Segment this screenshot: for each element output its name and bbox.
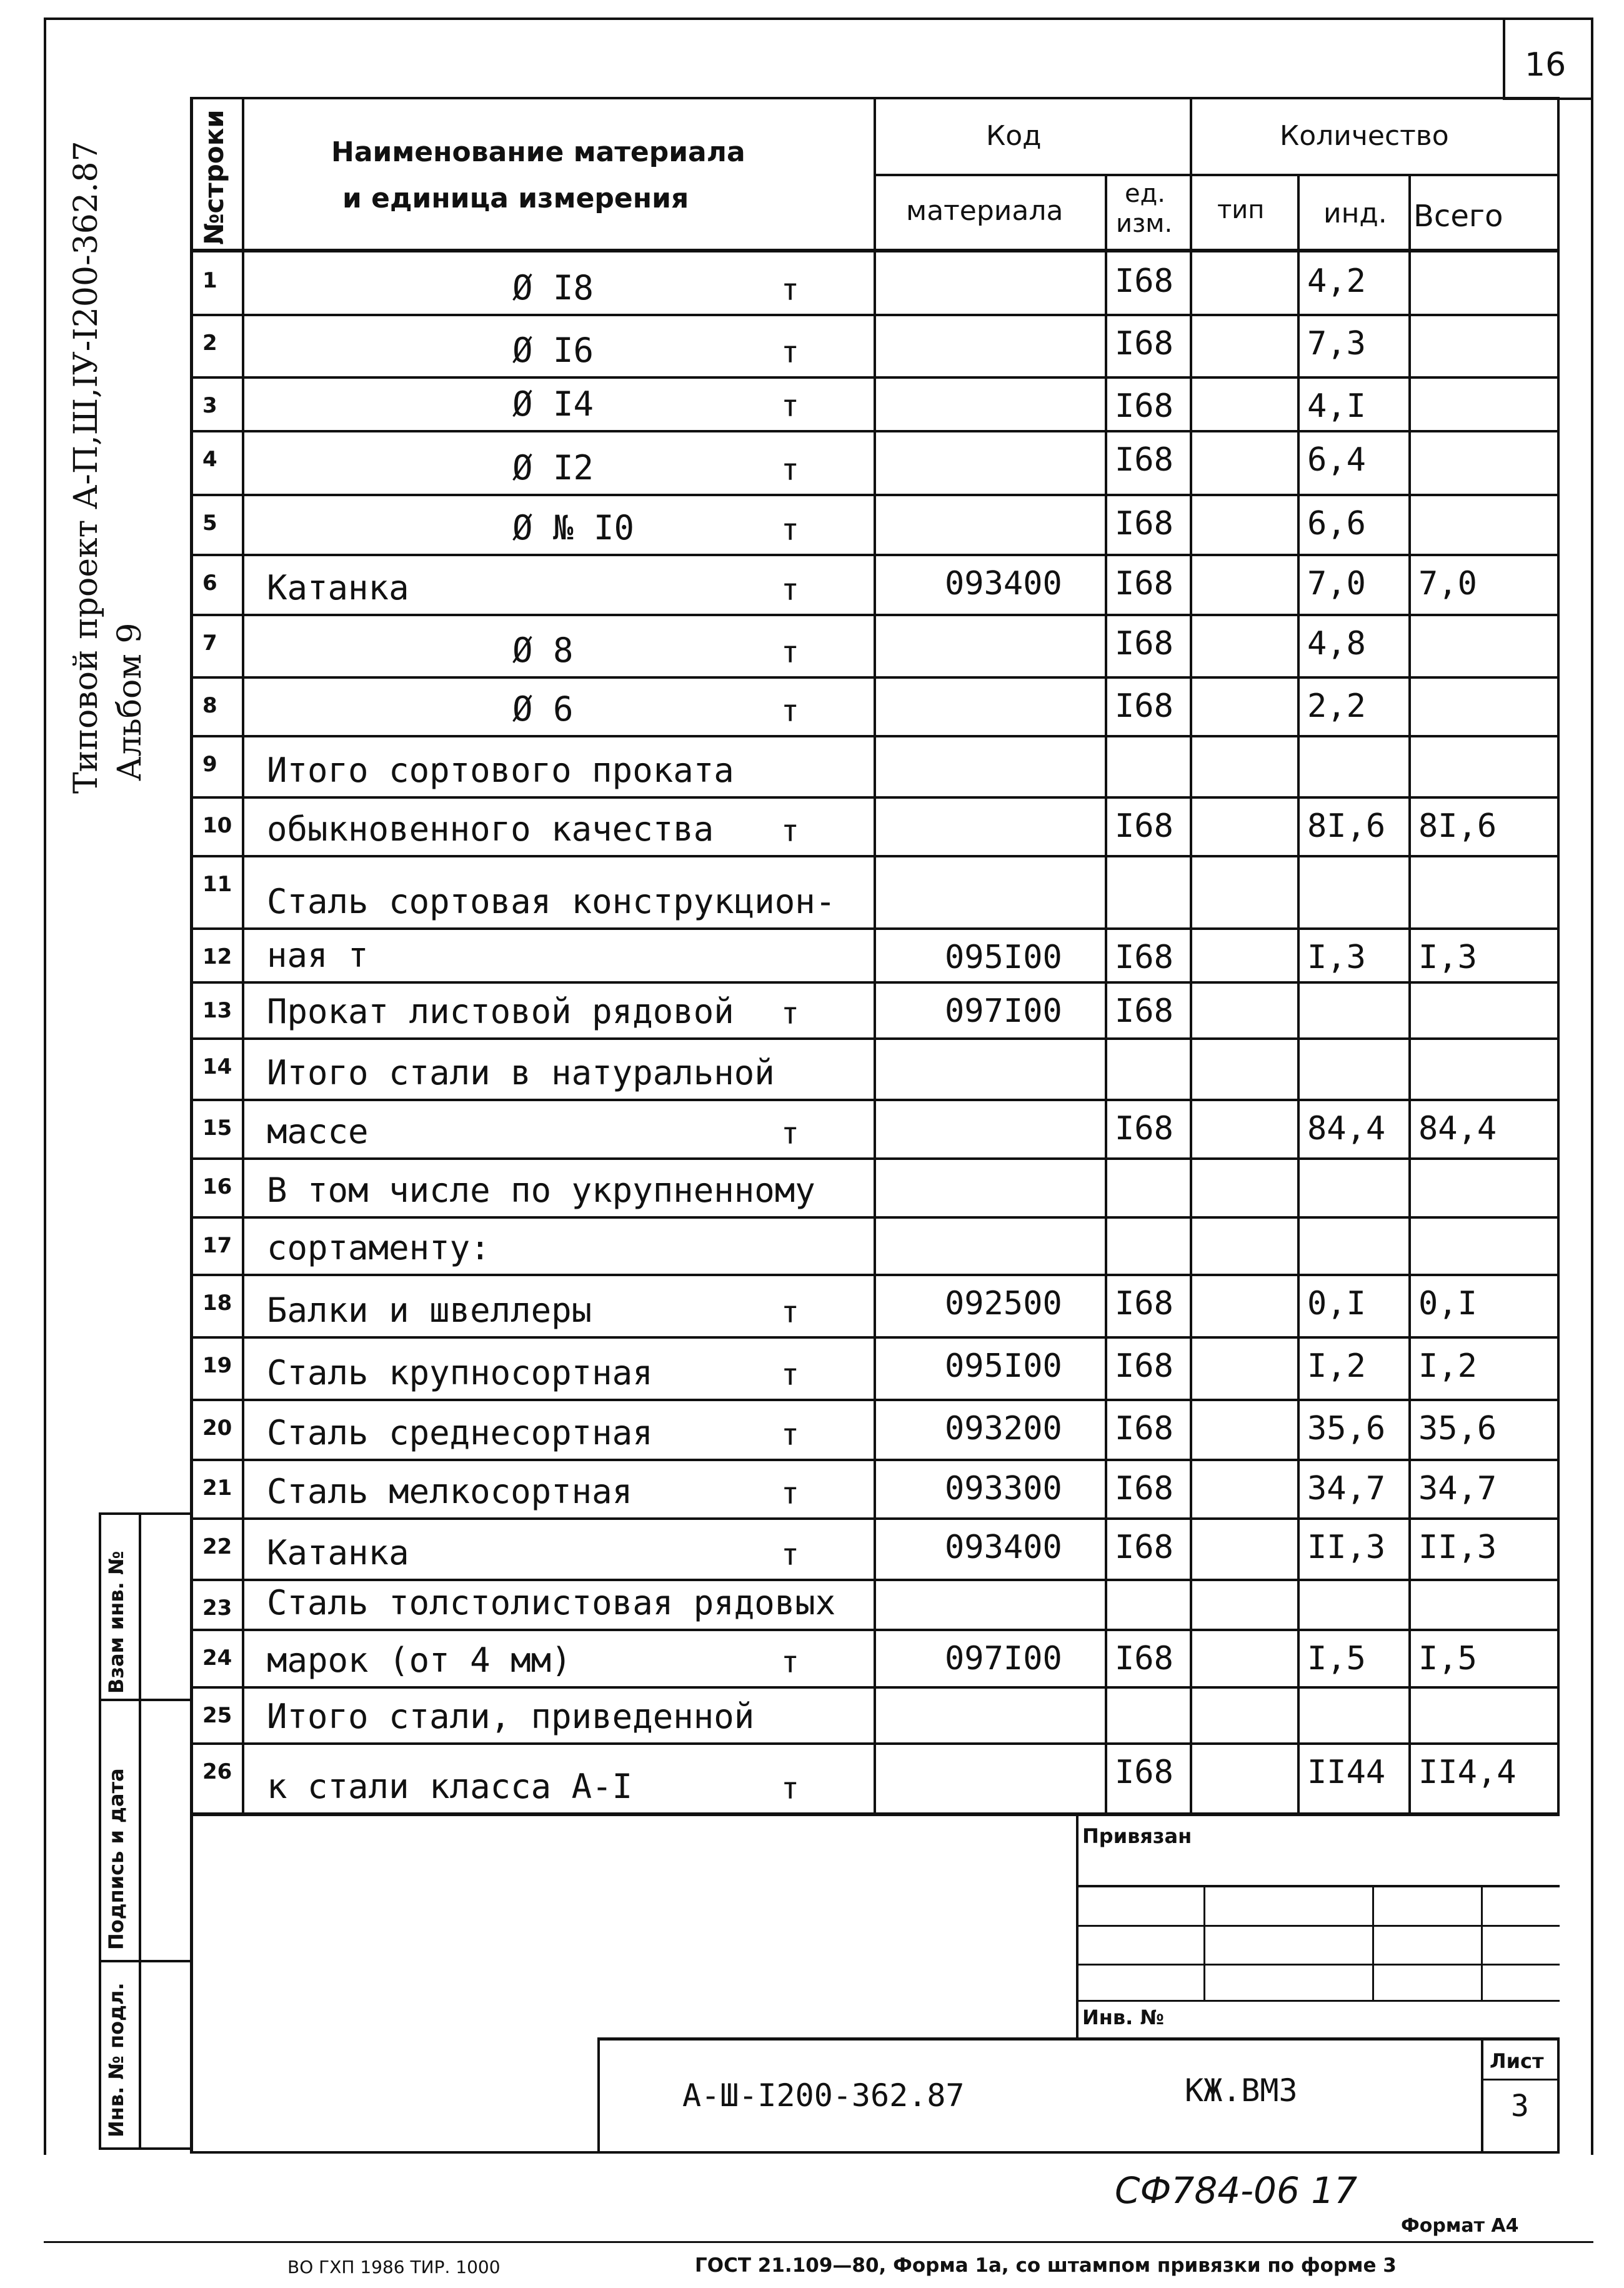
row-name: марок (от 4 мм) xyxy=(267,1641,572,1680)
row-ind: 7,0 xyxy=(1307,565,1366,602)
row-ind: 7,3 xyxy=(1307,325,1366,362)
row-number: 7 xyxy=(202,631,217,656)
row-unit: т xyxy=(781,635,799,670)
row-number: 9 xyxy=(202,752,217,777)
row-name: Ø 6 xyxy=(512,689,574,729)
margin-sep-2 xyxy=(99,1960,191,1962)
row-ind: 8I,6 xyxy=(1307,807,1386,845)
row-code: 095I00 xyxy=(945,1347,1062,1385)
row-number: 20 xyxy=(202,1416,232,1441)
row-ind: 84,4 xyxy=(1307,1110,1386,1147)
row-separator xyxy=(190,981,1557,984)
title-block-top xyxy=(597,2037,1560,2041)
row-unit: т xyxy=(781,335,799,370)
header-name-1: Наименование материала xyxy=(331,136,745,168)
row-number: 19 xyxy=(202,1353,232,1378)
row-total: 0,I xyxy=(1418,1285,1477,1322)
row-number: 23 xyxy=(202,1596,232,1621)
doc-mark: КЖ.ВМЗ xyxy=(1185,2072,1298,2109)
row-separator xyxy=(190,1517,1557,1520)
top-border xyxy=(44,17,1593,20)
row-name: Сталь крупносортная xyxy=(267,1353,653,1392)
row-total: 84,4 xyxy=(1418,1110,1497,1147)
stamp-row-3 xyxy=(1076,1964,1560,1966)
row-number: 3 xyxy=(202,393,217,418)
row-total: II4,4 xyxy=(1418,1754,1517,1791)
margin-box-bottom xyxy=(99,2147,191,2150)
margin-vzam: Взам инв. № xyxy=(104,1551,128,1694)
row-number: 11 xyxy=(202,872,232,897)
row-unit-code: I68 xyxy=(1115,939,1173,976)
row-unit: т xyxy=(781,1645,799,1680)
row-number: 4 xyxy=(202,447,217,472)
stamp-row-2 xyxy=(1076,1925,1560,1927)
row-name: Сталь мелкосортная xyxy=(267,1472,633,1511)
doc-code: А-Ш-I200-362.87 xyxy=(682,2077,965,2114)
col-sep-name xyxy=(242,97,244,1816)
row-separator xyxy=(190,430,1557,432)
row-ind: 4,8 xyxy=(1307,625,1366,662)
row-number: 22 xyxy=(202,1534,232,1559)
header-name-2: и единица измерения xyxy=(342,182,689,214)
col-sep-uc xyxy=(1105,175,1107,1816)
row-total: 35,6 xyxy=(1418,1410,1497,1447)
col-sep-code xyxy=(874,97,876,1816)
row-code: 097I00 xyxy=(945,992,1062,1030)
row-number: 1 xyxy=(202,268,217,293)
row-unit: т xyxy=(781,512,799,547)
row-code: 093200 xyxy=(945,1410,1062,1447)
side-title-line2: Альбом 9 xyxy=(111,622,149,781)
row-unit: т xyxy=(781,272,799,307)
row-unit: т xyxy=(781,1116,799,1151)
title-block-left xyxy=(597,2037,600,2153)
row-name: сортаменту: xyxy=(267,1228,491,1267)
header-type: тип xyxy=(1217,196,1265,224)
row-code: 097I00 xyxy=(945,1640,1062,1677)
row-ind: 35,6 xyxy=(1307,1410,1386,1447)
row-name: Катанка xyxy=(267,568,409,607)
row-total: 8I,6 xyxy=(1418,807,1497,845)
row-unit-code: I68 xyxy=(1115,441,1173,479)
row-name: Ø I8 xyxy=(512,268,594,307)
sheet-label: Лист xyxy=(1490,2049,1544,2073)
row-ind: 6,6 xyxy=(1307,505,1366,542)
stamp-bound-label: Привязан xyxy=(1082,1824,1192,1848)
row-ind: II,3 xyxy=(1307,1529,1386,1566)
row-code: 093400 xyxy=(945,1529,1062,1566)
row-name: ная т xyxy=(267,936,369,975)
row-separator xyxy=(190,855,1557,857)
margin-box-mid xyxy=(139,1512,141,2150)
row-ind: 4,I xyxy=(1307,387,1366,425)
row-unit-code: I68 xyxy=(1115,1347,1173,1385)
row-number: 6 xyxy=(202,571,217,596)
stamp-vsep-2 xyxy=(1372,1885,1374,2000)
row-ind: 34,7 xyxy=(1307,1470,1386,1507)
header-ind: инд. xyxy=(1323,197,1387,229)
row-unit-code: I68 xyxy=(1115,1470,1173,1507)
row-unit-code: I68 xyxy=(1115,1410,1173,1447)
row-number: 8 xyxy=(202,693,217,718)
row-unit: т xyxy=(781,814,799,849)
header-code: Код xyxy=(986,120,1042,152)
row-number: 12 xyxy=(202,944,232,969)
page-number-box-left xyxy=(1503,17,1505,99)
header-mid xyxy=(874,174,1560,176)
row-unit: т xyxy=(781,389,799,424)
row-unit-code: I68 xyxy=(1115,807,1173,845)
margin-sep-1 xyxy=(99,1699,191,1701)
row-number: 17 xyxy=(202,1233,232,1258)
footer-left: ВО ГХП 1986 ТИР. 1000 xyxy=(287,2257,501,2277)
row-name: Катанка xyxy=(267,1533,409,1572)
row-separator xyxy=(190,1037,1557,1040)
row-separator xyxy=(190,1099,1557,1101)
row-total: I,2 xyxy=(1418,1347,1477,1385)
footer-right: ГОСТ 21.109—80, Форма 1а, со штампом привязки по форме 3 xyxy=(695,2254,1397,2277)
sheet-number: 3 xyxy=(1511,2089,1529,2124)
row-name: Сталь среднесортная xyxy=(267,1413,653,1452)
row-name: Ø 8 xyxy=(512,631,574,670)
row-total: I,3 xyxy=(1418,939,1477,976)
row-unit-code: I68 xyxy=(1115,325,1173,362)
side-title-line1: Типовой проект А-П,Ш,IУ-I200-362.87 xyxy=(67,141,105,794)
row-separator xyxy=(190,1274,1557,1276)
table-bottom xyxy=(190,1814,1560,1816)
row-unit: т xyxy=(781,452,799,487)
handwritten-note: СФ784-06 17 xyxy=(1115,2169,1358,2212)
row-unit-code: I68 xyxy=(1115,505,1173,542)
header-unit-2: изм. xyxy=(1116,209,1173,238)
stamp-bound-bottom xyxy=(1076,1885,1560,1887)
header-total: Всего xyxy=(1413,199,1503,234)
row-separator xyxy=(190,1686,1557,1689)
row-unit: т xyxy=(781,1417,799,1452)
row-number: 5 xyxy=(202,511,217,536)
row-name: Итого стали, приведенной xyxy=(267,1697,755,1736)
row-unit: т xyxy=(781,1357,799,1392)
row-separator xyxy=(190,494,1557,496)
stamp-vsep-1 xyxy=(1203,1885,1205,2000)
row-unit-code: I68 xyxy=(1115,687,1173,725)
margin-box-left xyxy=(99,1512,101,2150)
col-sep-qty xyxy=(1190,97,1192,1816)
margin-box-top xyxy=(99,1512,191,1515)
row-ind: 6,4 xyxy=(1307,441,1366,479)
col-sep-ind xyxy=(1408,175,1411,1816)
row-separator xyxy=(190,796,1557,799)
row-total: 7,0 xyxy=(1418,565,1477,602)
header-row-no: №строки xyxy=(199,109,229,245)
table-right xyxy=(1557,97,1560,1816)
row-separator xyxy=(190,1157,1557,1160)
row-unit-code: I68 xyxy=(1115,262,1173,300)
row-unit-code: I68 xyxy=(1115,1285,1173,1322)
row-unit: т xyxy=(781,1476,799,1511)
row-number: 16 xyxy=(202,1174,232,1199)
row-separator xyxy=(190,735,1557,737)
row-code: 095I00 xyxy=(945,939,1062,976)
row-separator xyxy=(190,1336,1557,1339)
row-name: Ø I6 xyxy=(512,331,594,370)
row-name: Ø № I0 xyxy=(512,508,635,547)
row-separator xyxy=(190,676,1557,679)
row-name: Итого стали в натуральной xyxy=(267,1053,775,1092)
row-number: 25 xyxy=(202,1703,232,1728)
left-border xyxy=(44,17,46,2155)
header-unit-1: ед. xyxy=(1125,179,1165,208)
row-name: Сталь сортовая конструкцион- xyxy=(267,882,836,921)
col-sep-type xyxy=(1297,175,1300,1816)
row-name: Балки и швеллеры xyxy=(267,1291,592,1330)
row-ind: II44 xyxy=(1307,1754,1386,1791)
stamp-vsep-3 xyxy=(1481,1885,1483,2000)
row-name: Ø I2 xyxy=(512,448,594,487)
row-ind: I,2 xyxy=(1307,1347,1366,1385)
row-name: Ø I4 xyxy=(512,384,594,424)
row-number: 14 xyxy=(202,1054,232,1079)
row-ind: 0,I xyxy=(1307,1285,1366,1322)
row-separator xyxy=(190,1629,1557,1631)
table-bottom-outer xyxy=(190,2151,1560,2154)
row-number: 13 xyxy=(202,998,232,1023)
row-unit: т xyxy=(781,1537,799,1572)
row-name: Итого сортового проката xyxy=(267,751,734,790)
format-label: Формат А4 xyxy=(1401,2215,1519,2237)
row-unit-code: I68 xyxy=(1115,1110,1173,1147)
row-unit: т xyxy=(781,694,799,729)
row-name: массе xyxy=(267,1112,369,1151)
row-number: 18 xyxy=(202,1291,232,1316)
row-separator xyxy=(190,314,1557,316)
page-number: 16 xyxy=(1525,46,1567,84)
row-unit: т xyxy=(781,1771,799,1806)
title-block-right xyxy=(1557,2037,1560,2153)
header-qty: Количество xyxy=(1280,120,1449,152)
header-material: материала xyxy=(906,195,1064,227)
row-unit-code: I68 xyxy=(1115,1529,1173,1566)
row-total: I,5 xyxy=(1418,1640,1477,1677)
row-name: В том числе по укрупненному xyxy=(267,1171,815,1210)
margin-inv-podl: Инв. № подл. xyxy=(104,1982,128,2137)
row-number: 24 xyxy=(202,1646,232,1671)
row-ind: I,3 xyxy=(1307,939,1366,976)
sheet-box-left xyxy=(1481,2037,1483,2153)
header-bottom xyxy=(190,249,1560,252)
table-left xyxy=(190,97,193,2153)
stamp-row-4 xyxy=(1076,2000,1560,2002)
row-ind: 2,2 xyxy=(1307,687,1366,725)
row-name: Прокат листовой рядовой xyxy=(267,992,734,1031)
row-name: Сталь толстолистовая рядовых xyxy=(267,1583,836,1622)
row-unit-code: I68 xyxy=(1115,1754,1173,1791)
row-total: 34,7 xyxy=(1418,1470,1497,1507)
row-unit-code: I68 xyxy=(1115,625,1173,662)
row-number: 26 xyxy=(202,1759,232,1784)
row-code: 092500 xyxy=(945,1285,1062,1322)
row-separator xyxy=(190,1742,1557,1745)
row-ind: I,5 xyxy=(1307,1640,1366,1677)
row-unit-code: I68 xyxy=(1115,387,1173,425)
row-separator xyxy=(190,614,1557,616)
row-number: 21 xyxy=(202,1476,232,1501)
row-number: 10 xyxy=(202,813,232,838)
row-number: 15 xyxy=(202,1116,232,1141)
row-unit: т xyxy=(781,1295,799,1330)
row-separator xyxy=(190,1216,1557,1219)
right-border xyxy=(1591,17,1593,2155)
row-separator xyxy=(190,554,1557,556)
bottom-rule xyxy=(44,2241,1593,2243)
row-separator xyxy=(190,927,1557,930)
row-name: к стали класса А-I xyxy=(267,1767,633,1806)
row-unit: т xyxy=(781,996,799,1031)
row-total: II,3 xyxy=(1418,1529,1497,1566)
row-separator xyxy=(190,1399,1557,1401)
row-unit-code: I68 xyxy=(1115,992,1173,1030)
row-separator xyxy=(190,1579,1557,1581)
row-code: 093400 xyxy=(945,565,1062,602)
row-code: 093300 xyxy=(945,1470,1062,1507)
row-ind: 4,2 xyxy=(1307,262,1366,300)
row-name: обыкновенного качества xyxy=(267,809,714,849)
row-number: 2 xyxy=(202,331,217,356)
sheet-box-mid xyxy=(1481,2079,1560,2081)
row-unit-code: I68 xyxy=(1115,565,1173,602)
row-separator xyxy=(190,376,1557,379)
row-unit: т xyxy=(781,572,799,607)
stamp-inv-label: Инв. № xyxy=(1082,2006,1164,2029)
row-unit-code: I68 xyxy=(1115,1640,1173,1677)
row-separator xyxy=(190,1459,1557,1461)
margin-podpis: Подпись и дата xyxy=(104,1768,128,1950)
